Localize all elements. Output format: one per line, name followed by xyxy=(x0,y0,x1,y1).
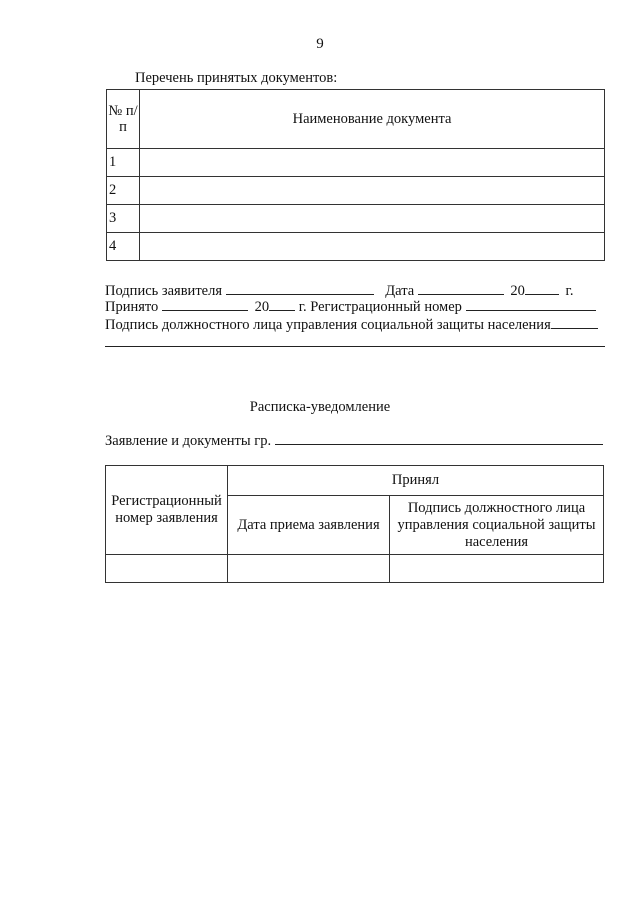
applicant-signature-field[interactable] xyxy=(226,280,374,295)
signature-cell[interactable] xyxy=(390,555,604,583)
date-field[interactable] xyxy=(418,280,504,295)
citizen-name-field[interactable] xyxy=(275,430,603,445)
row-number: 1 xyxy=(107,149,140,177)
table-row xyxy=(107,205,605,233)
table-row xyxy=(107,233,605,261)
document-name-cell[interactable] xyxy=(140,205,605,233)
receipt-docs-line xyxy=(105,430,603,450)
table-header-row xyxy=(106,466,604,496)
table-row xyxy=(107,149,605,177)
registration-number-cell[interactable] xyxy=(106,555,228,583)
applicant-signature-label: Подпись заявителя xyxy=(105,283,222,299)
column-header-document-name: Наименование документа xyxy=(140,90,605,149)
accepted-year-field[interactable] xyxy=(269,296,295,311)
document-name-cell[interactable] xyxy=(140,149,605,177)
row-number: 3 xyxy=(107,205,140,233)
document-name-cell[interactable] xyxy=(140,177,605,205)
year-suffix: г. xyxy=(565,283,574,299)
row-number: 2 xyxy=(107,177,140,205)
row-number: 4 xyxy=(107,233,140,261)
year-field[interactable] xyxy=(525,280,559,295)
date-label: Дата xyxy=(385,283,415,299)
year-prefix: 20 xyxy=(510,283,525,299)
accepted-documents-table xyxy=(106,89,605,261)
page-number: 9 xyxy=(316,36,324,52)
column-header-date: Дата приема заявления xyxy=(228,496,390,555)
separator-line xyxy=(105,346,605,347)
document-name-cell[interactable] xyxy=(140,233,605,261)
receipt-table xyxy=(105,465,604,583)
column-header-registration-number: Регистрационный номер заявления xyxy=(106,466,228,555)
accepted-year-prefix: 20 xyxy=(254,299,270,315)
receipt-docs-label: Заявление и документы гр. xyxy=(105,433,272,449)
accepted-documents-title: Перечень принятых документов: xyxy=(135,70,338,86)
registration-number-field[interactable] xyxy=(466,296,596,311)
official-signature-label: Подпись должностного лица управления социальной защиты населения xyxy=(105,317,551,333)
date-cell[interactable] xyxy=(228,555,390,583)
official-signature-field[interactable] xyxy=(551,314,598,329)
column-header-accepted: Принял xyxy=(228,466,604,496)
accepted-date-field[interactable] xyxy=(162,296,248,311)
receipt-title: Расписка-уведомление xyxy=(249,399,391,415)
table-row xyxy=(106,555,604,583)
registration-number-label: г. Регистрационный номер xyxy=(298,299,462,315)
accepted-label: Принято xyxy=(105,299,159,315)
table-header-row xyxy=(107,90,605,149)
column-header-number: № п/п xyxy=(107,90,140,149)
table-row xyxy=(107,177,605,205)
accepted-registration-line xyxy=(105,296,596,316)
official-signature-line xyxy=(105,314,598,334)
column-header-signature: Подпись должностного лица управления социальной защиты населения xyxy=(390,496,604,555)
